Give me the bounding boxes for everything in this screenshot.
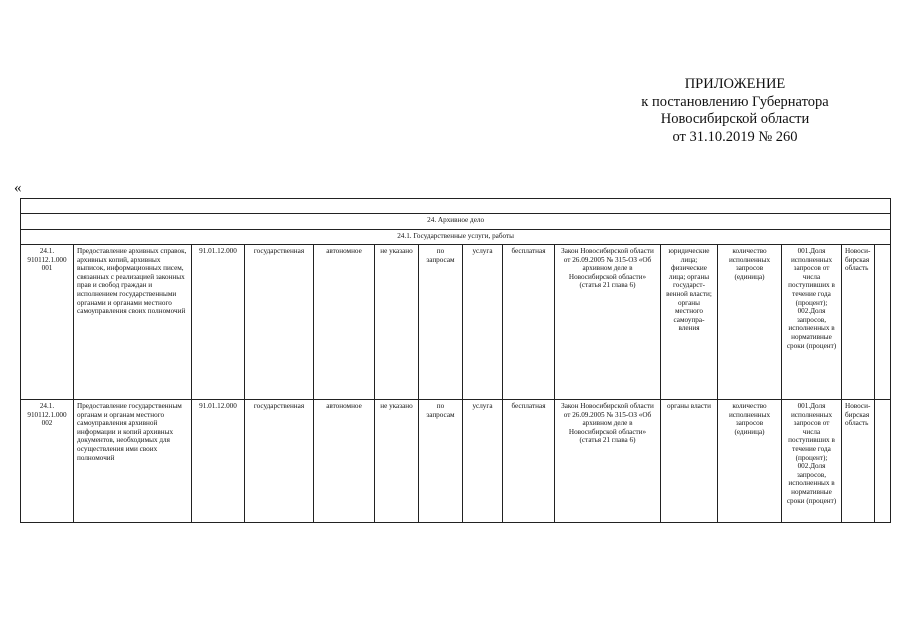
cell-quality-indicator: 001.Доля исполненных запросов от числа поступивших в течение года (процент); 002.Доля запросов, исполненных в нормативные сроки (процент) [782, 400, 842, 523]
cell-kind: услуга [463, 245, 503, 400]
cell-law: Закон Новосибирской области от 26.09.2005 № 315-ОЗ «Об архивном деле в Новосибирской области» (статья 21 глава 6) [555, 245, 661, 400]
cell-volume-indicator: количество исполненных запросов (единица) [718, 400, 782, 523]
subsection-row [21, 230, 891, 245]
cell-institution-type: автономное [314, 400, 375, 523]
subsection-title: 24.1. Государственные услуги, работы [21, 230, 891, 245]
cell-service-type: государственная [245, 400, 314, 523]
cell-volume-indicator: количество исполненных запросов (единица) [718, 245, 782, 400]
cell-quality-indicator: 001.Доля исполненных запросов от числа поступивших в течение года (процент); 002.Доля запросов, исполненных в нормативные сроки (процент) [782, 245, 842, 400]
cell-consumers: юридические лица; физические лица; органы государст-венной власти; органы местного самоупра-вления [661, 245, 718, 400]
section-row [21, 214, 891, 230]
cell-service-name: Предоставление государственным органам и органам местного самоуправления архивной информации и копий архивных документов, необходимых для осуществления ими своих полномочий [74, 400, 192, 523]
cell-form: по запросам [419, 245, 463, 400]
header-line-date: от 31.10.2019 № 260 [672, 128, 798, 145]
cell-law: Закон Новосибирской области от 26.09.2005 № 315-ОЗ «Об архивном деле в Новосибирской области» (статья 21 глава 6) [555, 400, 661, 523]
cell-service-type: государственная [245, 245, 314, 400]
cell-institution-type: автономное [314, 245, 375, 400]
cell-service-name: Предоставление архивных справок, архивных копий, архивных выписок, информационных писем, связанных с реализацией законных прав и свобод граждан и исполнением государственными органами и органами местного самоуправления своих полномочий [74, 245, 192, 400]
cell-kind: услуга [463, 400, 503, 523]
cell-number: 24.1. 910112.1.000 001 [21, 245, 74, 400]
opening-quote-mark: « [14, 180, 22, 196]
table-row [21, 245, 891, 400]
header-line-region: Новосибирской области [660, 111, 810, 127]
table-top-gap-row [21, 199, 891, 214]
header-line-resolution: к постановлению Губернатора [641, 93, 829, 110]
section-title: 24. Архивное дело [21, 214, 891, 230]
cell-payment: бесплатная [503, 400, 555, 523]
cell-okved-code: 91.01.12.000 [192, 245, 245, 400]
table-top-gap-cell [21, 199, 891, 214]
header-title: ПРИЛОЖЕНИЕ [684, 76, 786, 92]
registry-table [20, 198, 891, 523]
cell-consumers: органы власти [661, 400, 718, 523]
cell-number: 24.1. 910112.1.000 002 [21, 400, 74, 523]
cell-empty [875, 245, 891, 400]
cell-specification: не указано [375, 400, 419, 523]
cell-specification: не указано [375, 245, 419, 400]
cell-region: Новоси-бирская область [842, 400, 875, 523]
table-row [21, 400, 891, 523]
cell-empty [875, 400, 891, 523]
document-header [600, 76, 870, 146]
cell-okved-code: 91.01.12.000 [192, 400, 245, 523]
cell-payment: бесплатная [503, 245, 555, 400]
cell-form: по запросам [419, 400, 463, 523]
cell-region: Новоси-бирская область [842, 245, 875, 400]
